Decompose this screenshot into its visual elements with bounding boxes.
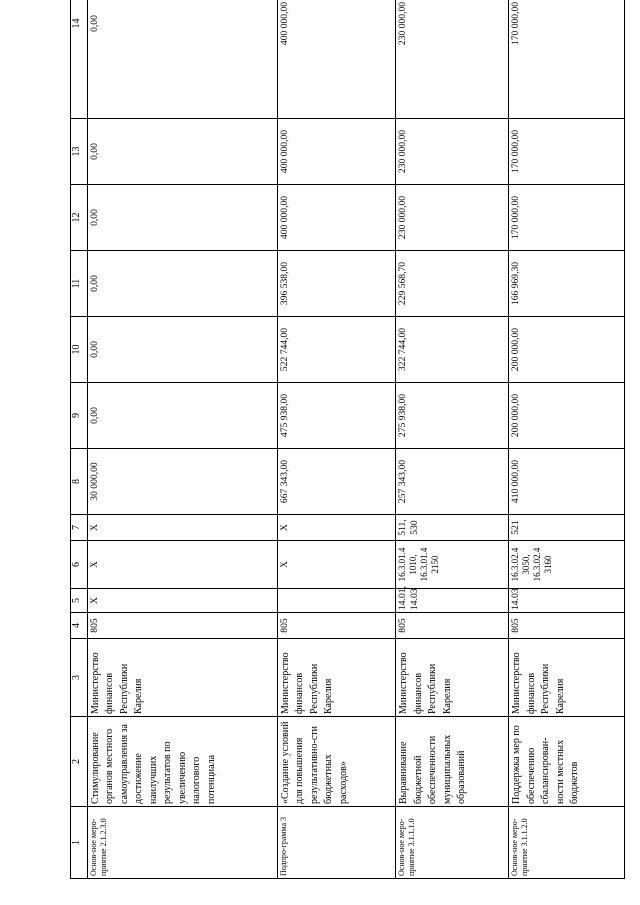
cell-c11: 0,00 bbox=[87, 251, 277, 317]
cell-name: Поддержка мер по обеспечению сбалансирован-ности местных бюджетов bbox=[509, 717, 625, 807]
cell-executor: Министерство финансов Республики Карелия bbox=[509, 639, 625, 717]
cell-c5: X bbox=[87, 589, 277, 613]
cell-status: Основ-ное меро-приятие 3.1.1.2.0 bbox=[509, 807, 625, 879]
cell-c9: 0,00 bbox=[87, 383, 277, 449]
cell-c13: 400 000,00 bbox=[277, 119, 395, 185]
cell-c6: X bbox=[277, 541, 395, 589]
cell-c12: 0,00 bbox=[87, 185, 277, 251]
cell-executor: Министерство финансов Республики Карелия bbox=[277, 639, 395, 717]
cell-c10: 322 744,00 bbox=[396, 317, 509, 383]
table-row bbox=[396, 0, 509, 879]
header-row bbox=[71, 0, 88, 879]
cell-status: Основ-ное меро-приятие 2.1.2.3.0 bbox=[87, 807, 277, 879]
cell-c4: 805 bbox=[87, 613, 277, 639]
cell-c5: 14.01, 14.03 bbox=[396, 589, 509, 613]
table-row bbox=[277, 0, 395, 879]
cell-executor: Министерство финансов Республики Карелия bbox=[87, 639, 277, 717]
cell-c4: 805 bbox=[509, 613, 625, 639]
column-header-12: 12 bbox=[71, 185, 88, 251]
cell-c11: 229 568,70 bbox=[396, 251, 509, 317]
table-row bbox=[87, 0, 277, 879]
cell-c14: 400 000,00 bbox=[277, 0, 395, 119]
cell-c13: 230 000,00 bbox=[396, 119, 509, 185]
cell-executor: Министерство финансов Республики Карелия bbox=[396, 639, 509, 717]
column-header-11: 11 bbox=[71, 251, 88, 317]
cell-c8: 30 000,00 bbox=[87, 449, 277, 515]
cell-c5 bbox=[277, 589, 395, 613]
cell-c11: 396 538,00 bbox=[277, 251, 395, 317]
budget-table bbox=[70, 0, 625, 879]
cell-c10: 522 744,00 bbox=[277, 317, 395, 383]
cell-c7: X bbox=[277, 515, 395, 541]
cell-name: «Создание условий для повышения результативно-сти бюджетных расходов» bbox=[277, 717, 395, 807]
cell-c9: 475 938,00 bbox=[277, 383, 395, 449]
table-row bbox=[509, 0, 625, 879]
cell-c6: 16.3.02.4 3050, 16.3.02.4 3160 bbox=[509, 541, 625, 589]
cell-status: Подпро-грамма 3 bbox=[277, 807, 395, 879]
cell-c13: 0,00 bbox=[87, 119, 277, 185]
column-header-2: 2 bbox=[71, 717, 88, 807]
cell-c4: 805 bbox=[277, 613, 395, 639]
column-header-3: 3 bbox=[71, 639, 88, 717]
cell-c5: 14.03 bbox=[509, 589, 625, 613]
cell-name: Стимулирование органов местного самоуправления за достижение наилучших результатов по увеличению налогового потенциала bbox=[87, 717, 277, 807]
cell-c10: 0,00 bbox=[87, 317, 277, 383]
cell-c10: 200 000,00 bbox=[509, 317, 625, 383]
cell-c7: 521 bbox=[509, 515, 625, 541]
cell-status: Основ-ное меро-приятие 3.1.1.1.0 bbox=[396, 807, 509, 879]
cell-c8: 410 000,00 bbox=[509, 449, 625, 515]
cell-c4: 805 bbox=[396, 613, 509, 639]
cell-c6: 16.3.01.4 1010, 16.3.01.4 2150 bbox=[396, 541, 509, 589]
cell-c8: 667 343,00 bbox=[277, 449, 395, 515]
column-header-14: 14 bbox=[71, 0, 88, 119]
column-header-9: 9 bbox=[71, 383, 88, 449]
column-header-6: 6 bbox=[71, 541, 88, 589]
cell-c11: 166 969,30 bbox=[509, 251, 625, 317]
cell-c7: X bbox=[87, 515, 277, 541]
cell-c14: 170 000,00 bbox=[509, 0, 625, 119]
column-header-1: 1 bbox=[71, 807, 88, 879]
column-header-4: 4 bbox=[71, 613, 88, 639]
column-header-10: 10 bbox=[71, 317, 88, 383]
cell-c12: 230 000,00 bbox=[396, 185, 509, 251]
column-header-7: 7 bbox=[71, 515, 88, 541]
cell-c9: 275 938,00 bbox=[396, 383, 509, 449]
column-header-8: 8 bbox=[71, 449, 88, 515]
column-header-13: 13 bbox=[71, 119, 88, 185]
cell-c12: 170 000,00 bbox=[509, 185, 625, 251]
column-header-5: 5 bbox=[71, 589, 88, 613]
cell-c14: 230 000,00 bbox=[396, 0, 509, 119]
cell-c9: 200 000,00 bbox=[509, 383, 625, 449]
cell-c12: 400 000,00 bbox=[277, 185, 395, 251]
cell-c6: X bbox=[87, 541, 277, 589]
rotated-table-wrapper bbox=[70, 1, 625, 879]
cell-c14: 0,00 bbox=[87, 0, 277, 119]
cell-c13: 170 000,00 bbox=[509, 119, 625, 185]
cell-name: Выравнивание бюджетной обеспеченности муниципальных образований bbox=[396, 717, 509, 807]
cell-c8: 257 343,00 bbox=[396, 449, 509, 515]
cell-c7: 511, 530 bbox=[396, 515, 509, 541]
